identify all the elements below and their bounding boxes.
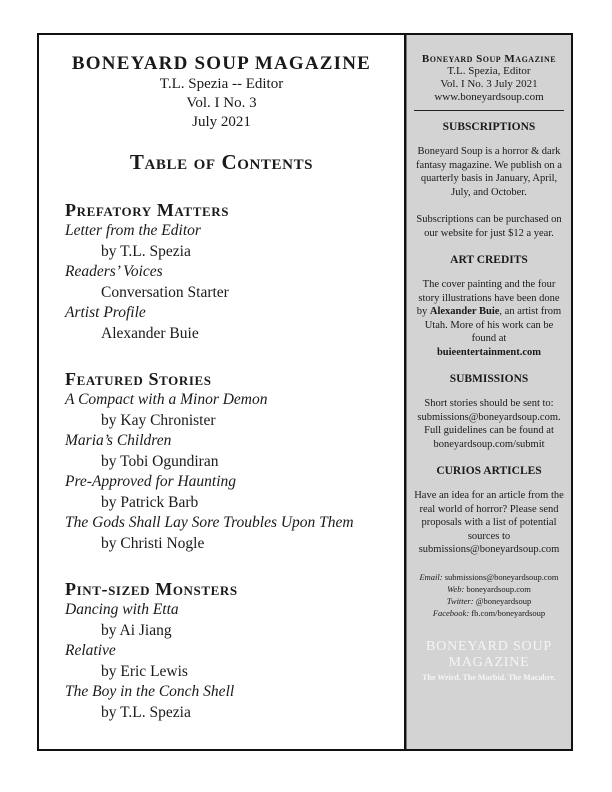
toc-section-prefatory [65,199,404,344]
sidebar-divider [414,110,564,111]
subscriptions-price-text: Subscriptions can be purchased on our website for just $12 a year. [416,214,562,239]
toc-item-title: A Compact with a Minor Demon [65,391,268,408]
sidebar-issue: Vol. I No. 3 July 2021 [440,78,538,90]
toc-item-author: by Ai Jiang [101,621,172,639]
art-credits-heading: ART CREDITS [450,254,528,266]
contact-web: Web: boneyardsoup.com [447,583,531,594]
toc-item-title: The Boy in the Conch Shell [65,683,235,700]
date-line: July 2021 [192,114,251,130]
logo-line-2: MAGAZINE [448,654,530,670]
submissions-heading: SUBMISSIONS [449,373,529,385]
toc-item-title: Maria’s Children [65,432,172,449]
subscriptions-heading: SUBSCRIPTIONS [442,121,536,133]
toc-item-author: by Christi Nogle [101,534,205,552]
section-heading: Featured Stories [65,369,212,389]
toc-item-author: Alexander Buie [101,324,199,342]
contact-facebook: Facebook: fb.com/boneyardsoup [432,607,546,618]
logo-line-1: BONEYARD SOUP [426,638,552,654]
tagline: The Weird. The Morbid. The Macabre. [422,672,556,682]
subscriptions-text: Boneyard Soup is a horror & dark fantasy magazine. We publish on a quarterly basis in January, April, July, and October. [416,146,562,198]
main-column [39,35,406,749]
sidebar [406,35,571,749]
contact-twitter: Twitter: @boneyardsoup [446,595,532,606]
toc-item-author: Conversation Starter [101,283,229,301]
toc-item-title: Relative [65,642,116,659]
sidebar-title: Boneyard Soup Magazine [421,53,557,65]
artist-website: buieentertainment.com [436,346,542,358]
sidebar-website: www.boneyardsoup.com [434,91,544,103]
art-text-before: The cover painting and the four story illustrations have been done by [416,279,560,317]
toc-section-featured [65,368,404,554]
page-frame [37,33,573,751]
toc-title: Table of Contents [129,150,314,174]
editor-line: T.L. Spezia -- Editor [159,76,284,92]
toc-item-author: by Eric Lewis [101,662,188,680]
contact-list [413,571,565,619]
art-credits-text [413,278,565,359]
toc-item-author: by T.L. Spezia [101,703,191,721]
submissions-text: Short stories should be sent to: submissions@boneyardsoup.com. Full guidelines can be found at boneyardsoup.com/submit [417,398,561,450]
toc-item-title: Dancing with Etta [65,601,179,618]
toc-item-title: Letter from the Editor [65,222,201,239]
toc-section-pint-sized [65,578,404,723]
section-heading: Prefatory Matters [65,200,230,220]
toc-item-title: Readers’ Voices [65,263,163,280]
toc-item-author: by Tobi Ogundiran [101,452,219,470]
toc-item-author: by Kay Chronister [101,411,216,429]
curios-heading: CURIOS ARTICLES [436,465,542,477]
contact-email: Email: submissions@boneyardsoup.com [419,571,559,582]
magazine-logo [413,639,565,671]
section-heading: Pint-sized Monsters [65,579,238,599]
toc-item-title: Pre-Approved for Haunting [65,473,237,490]
magazine-title: BONEYARD SOUP MAGAZINE [71,53,372,74]
toc-item-author: by T.L. Spezia [101,242,191,260]
artist-name: Alexander Buie [429,306,500,317]
masthead [39,53,404,175]
art-text-after: , an artist from Utah. More of his work can be found at [424,306,562,344]
toc-item-author: by Patrick Barb [101,493,199,511]
toc-item-title: The Gods Shall Lay Sore Troubles Upon Them [65,514,354,531]
issue-line: Vol. I No. 3 [186,95,257,111]
curios-text: Have an idea for an article from the real world of horror? Please send proposals with a list of potential sources to submissions@boneyardsoup.com [414,490,564,555]
toc-item-title: Artist Profile [65,304,146,321]
sidebar-editor: T.L. Spezia, Editor [447,65,531,77]
